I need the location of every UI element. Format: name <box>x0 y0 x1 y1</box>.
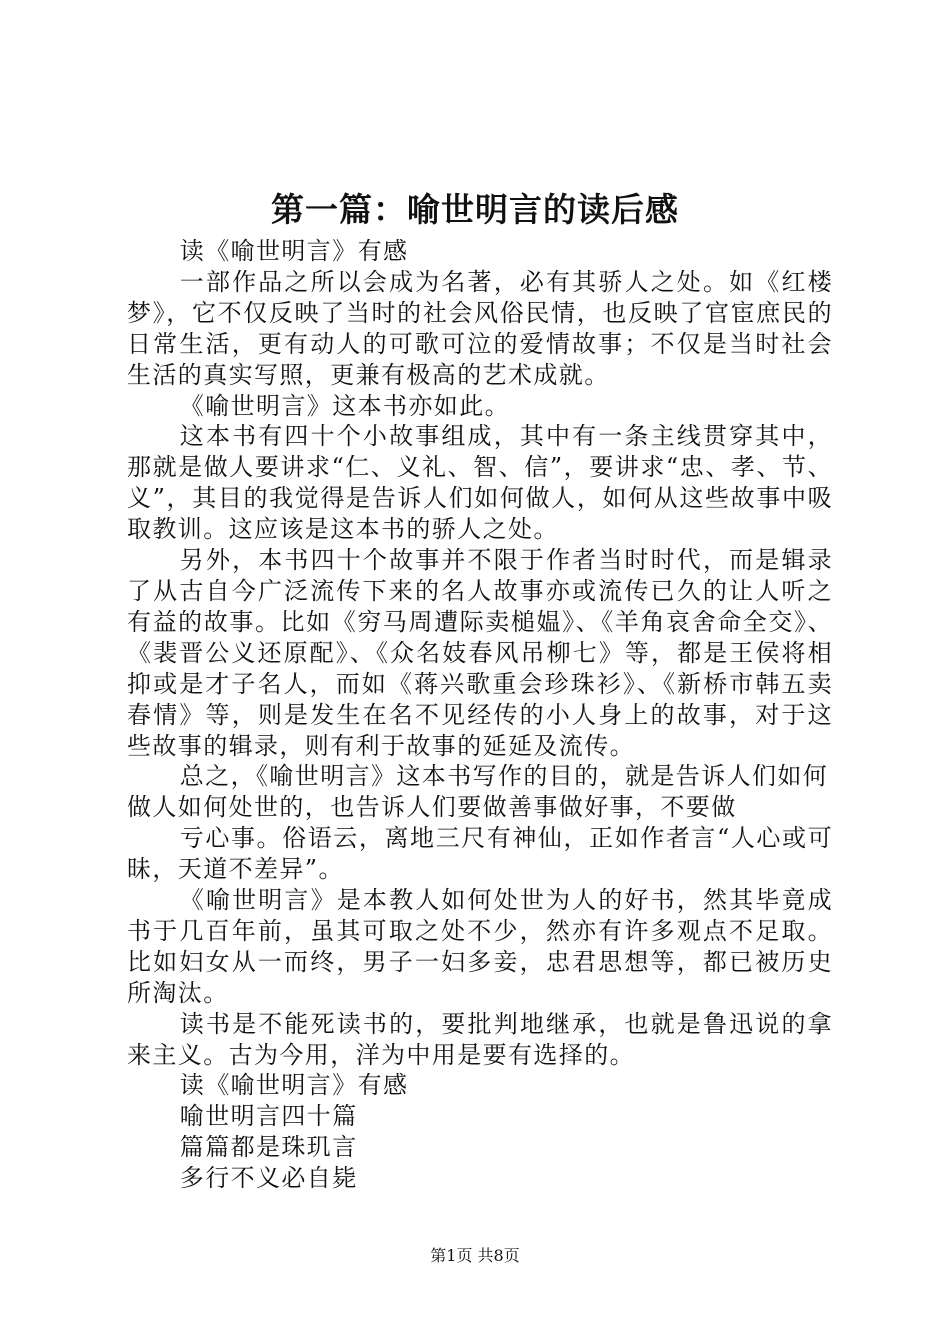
page-footer: 第1页 共8页 <box>430 1246 520 1265</box>
paragraph: 这本书有四十个小故事组成，其中有一条主线贯穿其中，那就是做人要讲求“仁、义礼、智、信”，要讲求“忠、孝、节、义”，其目的我觉得是告诉人们如何做人，如何从这些故事中吸取教训。这应该是这本书的骄人之处。 <box>127 422 833 544</box>
paragraph-heading: 读《喻世明言》有感 <box>179 237 409 265</box>
paragraph: 另外，本书四十个故事并不限于作者当时时代，而是辑录了从古自今广泛流传下来的名人故事亦或流传已久的让人听之有益的故事。比如《穷马周遭际卖槌媪》、《羊角哀舍命全交》、《裴晋公义还原配》、《众名妓春风吊柳七》等，都是王侯将相抑或是才子名人，而如《蒋兴歌重会珍珠衫》、《新桥市韩五卖春情》等，则是发生在名不见经传的小人身上的故事，对于这些故事的辑录，则有利于故事的延延及流传。 <box>127 546 833 760</box>
paragraph: 一部作品之所以会成为名著，必有其骄人之处。如《红楼梦》，它不仅反映了当时的社会风俗民情，也反映了官宦庶民的日常生活，更有动人的可歌可泣的爱情故事；不仅是当时社会生活的真实写照，更兼有极高的艺术成就。 <box>127 267 833 389</box>
paragraph-heading: 读《喻世明言》有感 <box>179 1071 409 1100</box>
paragraph: 《喻世明言》这本书亦如此。 <box>179 391 510 420</box>
paragraph: 读书是不能死读书的，要批判地继承，也就是鲁迅说的拿来主义。古为今用，洋为中用是要有选择的。 <box>127 1009 833 1069</box>
poem-line: 喻世明言四十篇 <box>179 1102 358 1131</box>
paragraph: 亏心事。俗语云，离地三尺有神仙，正如作者言“人心或可昧，天道不差异”。 <box>127 824 833 884</box>
paragraph: 总之，《喻世明言》这本书写作的目的，就是告诉人们如何做人如何处世的，也告诉人们要做善事做好事，不要做 <box>127 762 829 822</box>
poem-line: 多行不义必自毙 <box>179 1164 358 1193</box>
document-title: 第一篇：喻世明言的读后感 <box>271 190 679 229</box>
document-body <box>127 236 833 1194</box>
poem-line: 篇篇都是珠玑言 <box>179 1133 358 1162</box>
paragraph: 《喻世明言》是本教人如何处世为人的好书，然其毕竟成书于几百年前，虽其可取之处不少，然亦有许多观点不足取。比如妇女从一而终，男子一妇多妾，忠君思想等，都已被历史所淘汰。 <box>127 886 833 1007</box>
